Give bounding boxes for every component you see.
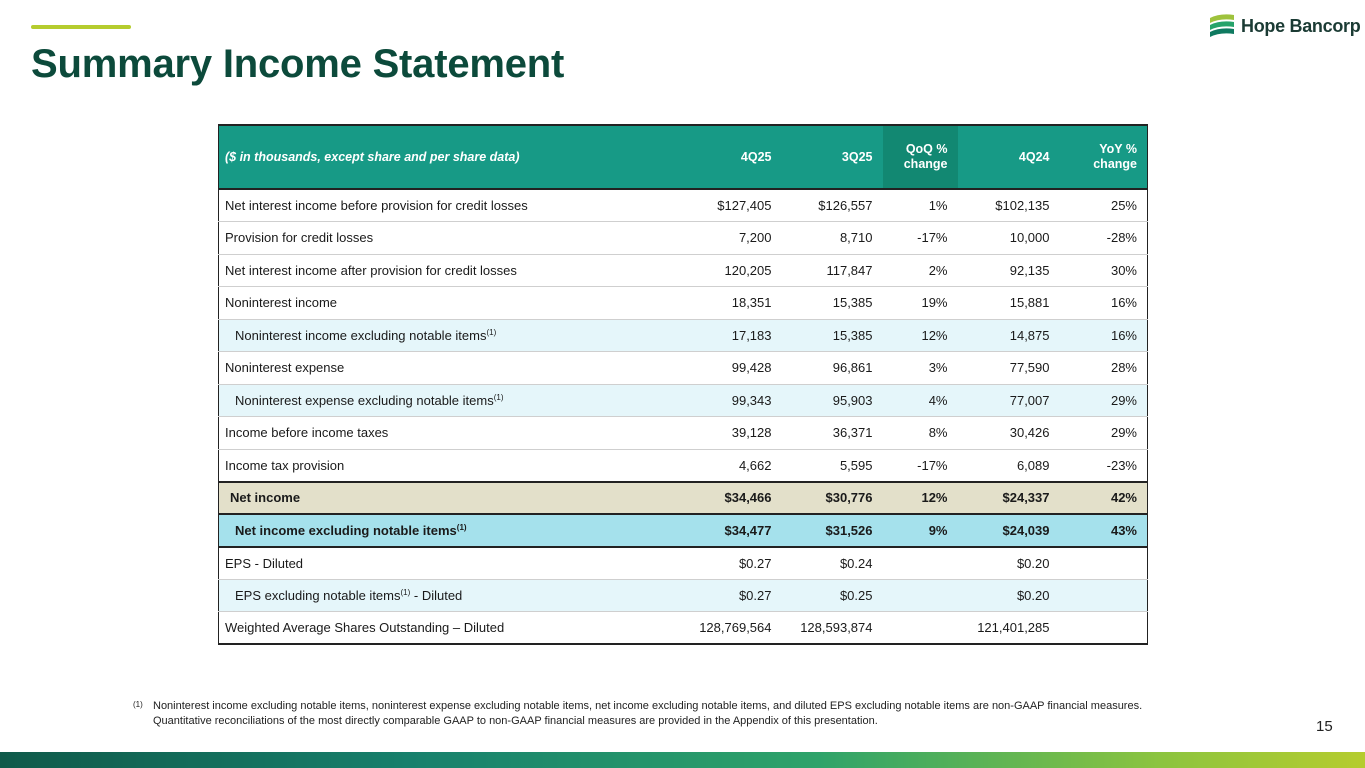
title-accent-line (31, 25, 131, 29)
cell-3q25: $0.24 (782, 547, 883, 580)
logo-text: Hope Bancorp (1241, 15, 1361, 36)
table-row (219, 254, 1148, 287)
table-row (219, 319, 1148, 352)
cell-3q25: 95,903 (782, 384, 883, 417)
footnote-marker: (1) (133, 700, 143, 709)
row-label: Net interest income after provision for credit losses (219, 254, 689, 287)
table-row-net-income-excl (219, 514, 1148, 547)
cell-4q24: 77,590 (958, 352, 1060, 385)
row-label: Provision for credit losses (219, 222, 689, 255)
cell-qoq (883, 579, 958, 612)
cell-4q25: $127,405 (689, 189, 782, 222)
cell-3q25: 15,385 (782, 287, 883, 320)
cell-4q24: $102,135 (958, 189, 1060, 222)
cell-3q25: $0.25 (782, 579, 883, 612)
page-title: Summary Income Statement (31, 42, 565, 86)
cell-4q24: $0.20 (958, 579, 1060, 612)
cell-3q25: 128,593,874 (782, 612, 883, 645)
cell-4q25: $0.27 (689, 579, 782, 612)
row-label: Noninterest income (219, 287, 689, 320)
row-label: Net interest income before provision for credit losses (219, 189, 689, 222)
cell-yoy: 43% (1060, 514, 1148, 547)
row-label: Noninterest income excluding notable items$^{(1)}$ (219, 319, 689, 352)
cell-4q24: $0.20 (958, 547, 1060, 580)
cell-4q25: 4,662 (689, 449, 782, 482)
cell-3q25: $126,557 (782, 189, 883, 222)
cell-qoq: 8% (883, 417, 958, 450)
cell-qoq: -17% (883, 449, 958, 482)
cell-qoq: 1% (883, 189, 958, 222)
row-label: Income before income taxes (219, 417, 689, 450)
footnote-ref: (1) (400, 587, 411, 597)
cell-4q24: 92,135 (958, 254, 1060, 287)
cell-4q24: 10,000 (958, 222, 1060, 255)
footnote-ref: (1) (486, 327, 497, 337)
cell-qoq: 4% (883, 384, 958, 417)
cell-yoy: 29% (1060, 384, 1148, 417)
column-header-units: ($ in thousands, except share and per share data) (219, 125, 689, 189)
cell-4q25: 7,200 (689, 222, 782, 255)
cell-4q25: $34,466 (689, 482, 782, 515)
cell-4q24: 6,089 (958, 449, 1060, 482)
column-header-4q24: 4Q24 (958, 125, 1060, 189)
cell-yoy: -23% (1060, 449, 1148, 482)
row-label: EPS - Diluted (219, 547, 689, 580)
cell-4q24: 30,426 (958, 417, 1060, 450)
table-row (219, 547, 1148, 580)
cell-4q24: 121,401,285 (958, 612, 1060, 645)
cell-qoq: 3% (883, 352, 958, 385)
row-label: Noninterest expense (219, 352, 689, 385)
cell-4q25: 99,343 (689, 384, 782, 417)
cell-yoy: 16% (1060, 287, 1148, 320)
cell-4q25: 120,205 (689, 254, 782, 287)
column-header-yoy-change: YoY % change (1060, 125, 1148, 189)
cell-3q25: 36,371 (782, 417, 883, 450)
cell-qoq: 12% (883, 319, 958, 352)
table-row (219, 612, 1148, 645)
cell-yoy (1060, 612, 1148, 645)
cell-4q24: 14,875 (958, 319, 1060, 352)
cell-4q25: $0.27 (689, 547, 782, 580)
footnote-ref: (1) (456, 522, 467, 532)
footnote-line-2: Quantitative reconciliations of the most directly comparable GAAP to non-GAAP financial measures are provided in the Appendix of this presentation. (153, 715, 878, 727)
cell-yoy: 30% (1060, 254, 1148, 287)
table-row (219, 222, 1148, 255)
company-logo (1208, 12, 1360, 40)
footnote-line-1: Noninterest income excluding notable items, noninterest expense excluding notable items, net income excluding notable items, and diluted EPS excluding notable items are non-GAAP financial measures. (153, 700, 1143, 712)
cell-qoq: 9% (883, 514, 958, 547)
hope-logo-icon (1208, 12, 1236, 40)
cell-4q24: 77,007 (958, 384, 1060, 417)
row-label: Income tax provision (219, 449, 689, 482)
page-number: 15 (1316, 718, 1333, 735)
table-row (219, 287, 1148, 320)
table-row-net-income (219, 482, 1148, 515)
cell-qoq (883, 547, 958, 580)
row-label: Net income excluding notable items$^{(1)}$ (219, 514, 689, 547)
cell-4q25: 18,351 (689, 287, 782, 320)
cell-qoq (883, 612, 958, 645)
cell-yoy: 25% (1060, 189, 1148, 222)
cell-3q25: 117,847 (782, 254, 883, 287)
cell-4q25: 17,183 (689, 319, 782, 352)
column-header-3q25: 3Q25 (782, 125, 883, 189)
cell-3q25: $31,526 (782, 514, 883, 547)
table-row (219, 449, 1148, 482)
table-row (219, 352, 1148, 385)
cell-4q25: $34,477 (689, 514, 782, 547)
income-statement-table (218, 124, 1148, 645)
cell-yoy: 28% (1060, 352, 1148, 385)
table-row (219, 189, 1148, 222)
cell-4q24: 15,881 (958, 287, 1060, 320)
cell-4q25: 128,769,564 (689, 612, 782, 645)
cell-3q25: 5,595 (782, 449, 883, 482)
cell-3q25: 15,385 (782, 319, 883, 352)
cell-yoy: 16% (1060, 319, 1148, 352)
table-header-row (219, 125, 1148, 189)
column-header-qoq-change: QoQ % change (883, 125, 958, 189)
cell-4q25: 39,128 (689, 417, 782, 450)
table-row (219, 417, 1148, 450)
cell-4q24: $24,337 (958, 482, 1060, 515)
row-label: Weighted Average Shares Outstanding – Diluted (219, 612, 689, 645)
footnote (133, 699, 1233, 729)
cell-qoq: 19% (883, 287, 958, 320)
bottom-color-band (0, 752, 1365, 768)
cell-qoq: 2% (883, 254, 958, 287)
footnote-ref: (1) (493, 392, 504, 402)
cell-yoy: -28% (1060, 222, 1148, 255)
column-header-4q25: 4Q25 (689, 125, 782, 189)
table-row (219, 384, 1148, 417)
row-label: Noninterest expense excluding notable items$^{(1)}$ (219, 384, 689, 417)
cell-yoy: 29% (1060, 417, 1148, 450)
cell-yoy (1060, 579, 1148, 612)
cell-4q25: 99,428 (689, 352, 782, 385)
row-label: Net income (219, 482, 689, 515)
table-row (219, 579, 1148, 612)
cell-yoy (1060, 547, 1148, 580)
cell-qoq: 12% (883, 482, 958, 515)
cell-yoy: 42% (1060, 482, 1148, 515)
cell-3q25: 8,710 (782, 222, 883, 255)
cell-3q25: $30,776 (782, 482, 883, 515)
cell-3q25: 96,861 (782, 352, 883, 385)
row-label: EPS excluding notable items$^{(1)}$ - Diluted (219, 579, 689, 612)
cell-qoq: -17% (883, 222, 958, 255)
cell-4q24: $24,039 (958, 514, 1060, 547)
